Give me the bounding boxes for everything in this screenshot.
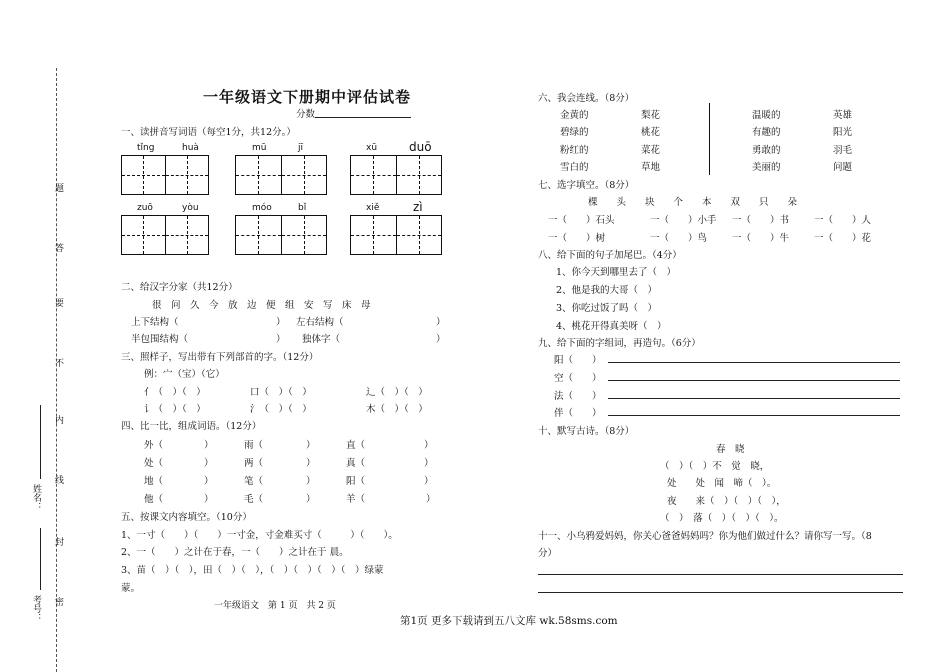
q9-line-2[interactable] xyxy=(608,380,900,381)
q6-heading: 六、我会连线。（8分） xyxy=(538,93,635,104)
q4-r2-1: 处（ xyxy=(144,458,164,469)
score-line xyxy=(315,117,411,118)
q4-close: ） xyxy=(204,440,214,451)
writing-grid-4[interactable] xyxy=(121,215,209,255)
q2-chars: 很 问 久 今 放 边 便 组 安 写 床 母 xyxy=(152,300,371,311)
q4-r4-1: 他（ xyxy=(144,494,164,505)
q4-close: ） xyxy=(204,458,214,469)
q9-item-1: 阳（ ） xyxy=(554,355,602,366)
pinyin-6: duō xyxy=(409,140,432,154)
q5-line-4: 蒙。 xyxy=(121,583,141,594)
q4-r4-2: 毛（ xyxy=(244,494,264,505)
q6-c2-2: 桃花 xyxy=(641,127,661,138)
q4-close: ） xyxy=(306,440,316,451)
q9-item-4: 伴（ ） xyxy=(554,408,602,419)
pinyin-11: xiě xyxy=(366,203,380,213)
q2-close-4: ） xyxy=(436,334,446,345)
q6-c4-2: 阳光 xyxy=(833,127,853,138)
q4-close: ） xyxy=(424,440,434,451)
q6-c3-1: 温暖的 xyxy=(752,110,781,121)
q6-c3-2: 有趣的 xyxy=(752,127,781,138)
exam-no-label: 考号： xyxy=(31,595,41,622)
q6-c4-3: 羽毛 xyxy=(833,145,853,156)
pinyin-1: tǐng xyxy=(137,143,155,153)
writing-grid-5[interactable] xyxy=(235,215,327,255)
q2-single: 独体字（ xyxy=(302,334,341,345)
q2-close-1: ） xyxy=(276,317,286,328)
pinyin-3: mū xyxy=(252,143,267,153)
q4-close: ） xyxy=(204,494,214,505)
writing-grid-2[interactable] xyxy=(235,155,327,195)
q7-r2-2: 一（ ）鸟 xyxy=(650,233,708,244)
q4-heading: 四、比一比，组成词语。（12分） xyxy=(121,421,262,432)
binding-char-2: 答 xyxy=(53,243,63,252)
pinyin-8: yòu xyxy=(182,203,199,213)
q11-answer-line-2[interactable] xyxy=(538,592,903,593)
q2-heading: 二、给汉字分家（共12分） xyxy=(121,282,238,293)
pinyin-10: bǐ xyxy=(298,203,307,213)
q3-r2-2: 氵（ ）（ ） xyxy=(250,404,312,415)
q6-c1-3: 粉红的 xyxy=(560,145,589,156)
q6-c1-1: 金黄的 xyxy=(560,110,589,121)
exam-no-line xyxy=(40,528,41,590)
q7-r1-2: 一（ ）小手 xyxy=(650,215,717,226)
q7-r1-1: 一（ ）石头 xyxy=(548,215,615,226)
poem-line-3: 夜 来（ ）（ ）（ ）， xyxy=(667,496,786,507)
binding-char-4: 不 xyxy=(53,358,63,367)
q6-c2-3: 菜花 xyxy=(641,145,661,156)
q5-line-1: 1、一寸（ ）（ ）一寸金，寸金难买寸（ ）（ ）。 xyxy=(121,530,398,541)
q1-heading: 一、读拼音写词语（每空1分，共12分。） xyxy=(121,127,296,138)
q7-r2-3: 一（ ）牛 xyxy=(732,233,790,244)
q4-r4-3: 羊（ xyxy=(346,494,366,505)
binding-char-8: 密 xyxy=(53,597,63,606)
q8-item-4: 4、桃花开得真美呀（ ） xyxy=(556,321,667,332)
q2-half-enclosed: 半包围结构（ xyxy=(131,334,189,345)
q2-left-right: 左右结构（ xyxy=(296,317,344,328)
q9-item-3: 法（ ） xyxy=(554,391,602,402)
q2-upper-lower: 上下结构（ xyxy=(131,317,179,328)
q4-r3-2: 笔（ xyxy=(244,476,264,487)
q6-c2-4: 草地 xyxy=(641,162,661,173)
q6-divider xyxy=(709,103,710,175)
pinyin-4: jī xyxy=(298,143,304,153)
q6-c4-4: 问题 xyxy=(833,162,853,173)
poem-line-1: （ ）（ ）不 觉 晓， xyxy=(660,461,770,472)
q5-line-2: 2、一（ ）之计在于春，一（ ）之计在于 晨。 xyxy=(121,547,349,558)
q3-r1-3: 辶（ ）（ ） xyxy=(366,387,428,398)
binding-char-7: 封 xyxy=(53,537,63,546)
q3-example: 例：宀（宝）（它） xyxy=(144,369,225,380)
writing-grid-3[interactable] xyxy=(350,155,442,195)
pinyin-2: huà xyxy=(182,143,199,153)
binding-char-5: 内 xyxy=(53,415,63,424)
q4-close: ） xyxy=(306,476,316,487)
q2-close-3: ） xyxy=(276,334,286,345)
q7-r1-3: 一（ ）书 xyxy=(732,215,790,226)
q4-r1-3: 直（ xyxy=(346,440,366,451)
poem-line-4: （ ） 落（ ）（ ）（ ）。 xyxy=(660,513,784,524)
binding-char-6: 线 xyxy=(53,475,63,484)
q9-line-4[interactable] xyxy=(608,415,900,416)
name-label: 姓名： xyxy=(31,484,41,511)
pinyin-12: zì xyxy=(413,200,423,214)
q4-r1-1: 外（ xyxy=(144,440,164,451)
q4-close: ） xyxy=(204,476,214,487)
q5-line-3: 3、苗（ ）（ ），田（ ）（ ），（ ）（ ）（ ）（ ）绿蒙 xyxy=(121,565,384,576)
q3-heading: 三、照样子，写出带有下列部首的字。（12分） xyxy=(121,352,319,363)
q11-heading: 十一、小乌鸦爱妈妈，你关心爸爸妈妈吗？你为他们做过什么？请你写一写。（8 xyxy=(538,531,872,542)
q6-c1-4: 雪白的 xyxy=(560,162,589,173)
q6-c3-3: 勇敢的 xyxy=(752,145,781,156)
pinyin-7: zuō xyxy=(137,203,153,213)
q8-item-3: 3、你吃过饭了吗（ ） xyxy=(556,303,658,314)
footer-left: 一年级语文 第 1 页 共 2 页 xyxy=(214,601,336,611)
q8-item-2: 2、他是我的大哥（ ） xyxy=(556,285,658,296)
name-line xyxy=(40,405,41,479)
q4-close: ） xyxy=(306,494,316,505)
footer-center: 第1页 更多下载请到五八文库 wk.58sms.com xyxy=(400,615,618,627)
q4-r2-2: 两（ xyxy=(244,458,264,469)
q4-close: ） xyxy=(424,476,434,487)
q10-heading: 十、默写古诗。（8分） xyxy=(538,426,635,437)
q6-c4-1: 英雄 xyxy=(833,110,853,121)
q6-c3-4: 美丽的 xyxy=(752,162,781,173)
q9-item-2: 空（ ） xyxy=(554,373,602,384)
q9-line-3[interactable] xyxy=(608,398,900,399)
pinyin-5: xū xyxy=(366,143,378,153)
q3-r1-2: 口（ ）（ ） xyxy=(250,387,312,398)
q4-r2-3: 真（ xyxy=(346,458,366,469)
q2-close-2: ） xyxy=(436,317,446,328)
score-label: 分数 xyxy=(296,109,316,120)
q6-c2-1: 梨花 xyxy=(641,110,661,121)
writing-grid-1[interactable] xyxy=(121,155,209,195)
q11-heading-cont: 分） xyxy=(538,548,558,559)
binding-dashed-line xyxy=(56,68,57,672)
pinyin-9: móo xyxy=(252,203,272,213)
page-title: 一年级语文下册期中评估试卷 xyxy=(203,88,412,106)
writing-grid-6[interactable] xyxy=(350,215,442,255)
q4-close: ） xyxy=(306,458,316,469)
q7-heading: 七、选字填空。（8分） xyxy=(538,180,635,191)
q6-c1-2: 碧绿的 xyxy=(560,127,589,138)
q7-r2-4: 一（ ）花 xyxy=(814,233,872,244)
q9-heading: 九、给下面的字组词，再造句。（6分） xyxy=(538,338,701,349)
q3-r1-1: 亻（ ）（ ） xyxy=(144,387,206,398)
q7-r1-4: 一（ ）人 xyxy=(814,215,872,226)
q7-chars: 棵 头 块 个 本 双 只 朵 xyxy=(588,197,798,208)
q9-line-1[interactable] xyxy=(608,362,900,363)
poem-title: 春 晓 xyxy=(716,444,745,455)
q4-r3-3: 阳（ xyxy=(346,476,366,487)
q8-item-1: 1、你今天到哪里去了（ ） xyxy=(556,267,677,278)
q4-r3-1: 地（ xyxy=(144,476,164,487)
binding-char-1: 题 xyxy=(53,183,63,192)
binding-char-3: 要 xyxy=(53,298,63,307)
q8-heading: 八、给下面的句子加尾巴。（4分） xyxy=(538,250,682,261)
q5-heading: 五、按课文内容填空。（10分） xyxy=(121,512,252,523)
q4-close: ） xyxy=(424,458,434,469)
q3-r2-3: 木（ ）（ ） xyxy=(366,404,428,415)
q4-r1-2: 雨（ xyxy=(244,440,264,451)
poem-line-2: 处 处 闻 啼（ ）。 xyxy=(667,478,777,489)
q11-answer-line-1[interactable] xyxy=(538,574,903,575)
q4-close: ） xyxy=(426,494,436,505)
q7-r2-1: 一（ ）树 xyxy=(548,233,606,244)
q3-r2-1: 讠（ ）（ ） xyxy=(144,404,206,415)
